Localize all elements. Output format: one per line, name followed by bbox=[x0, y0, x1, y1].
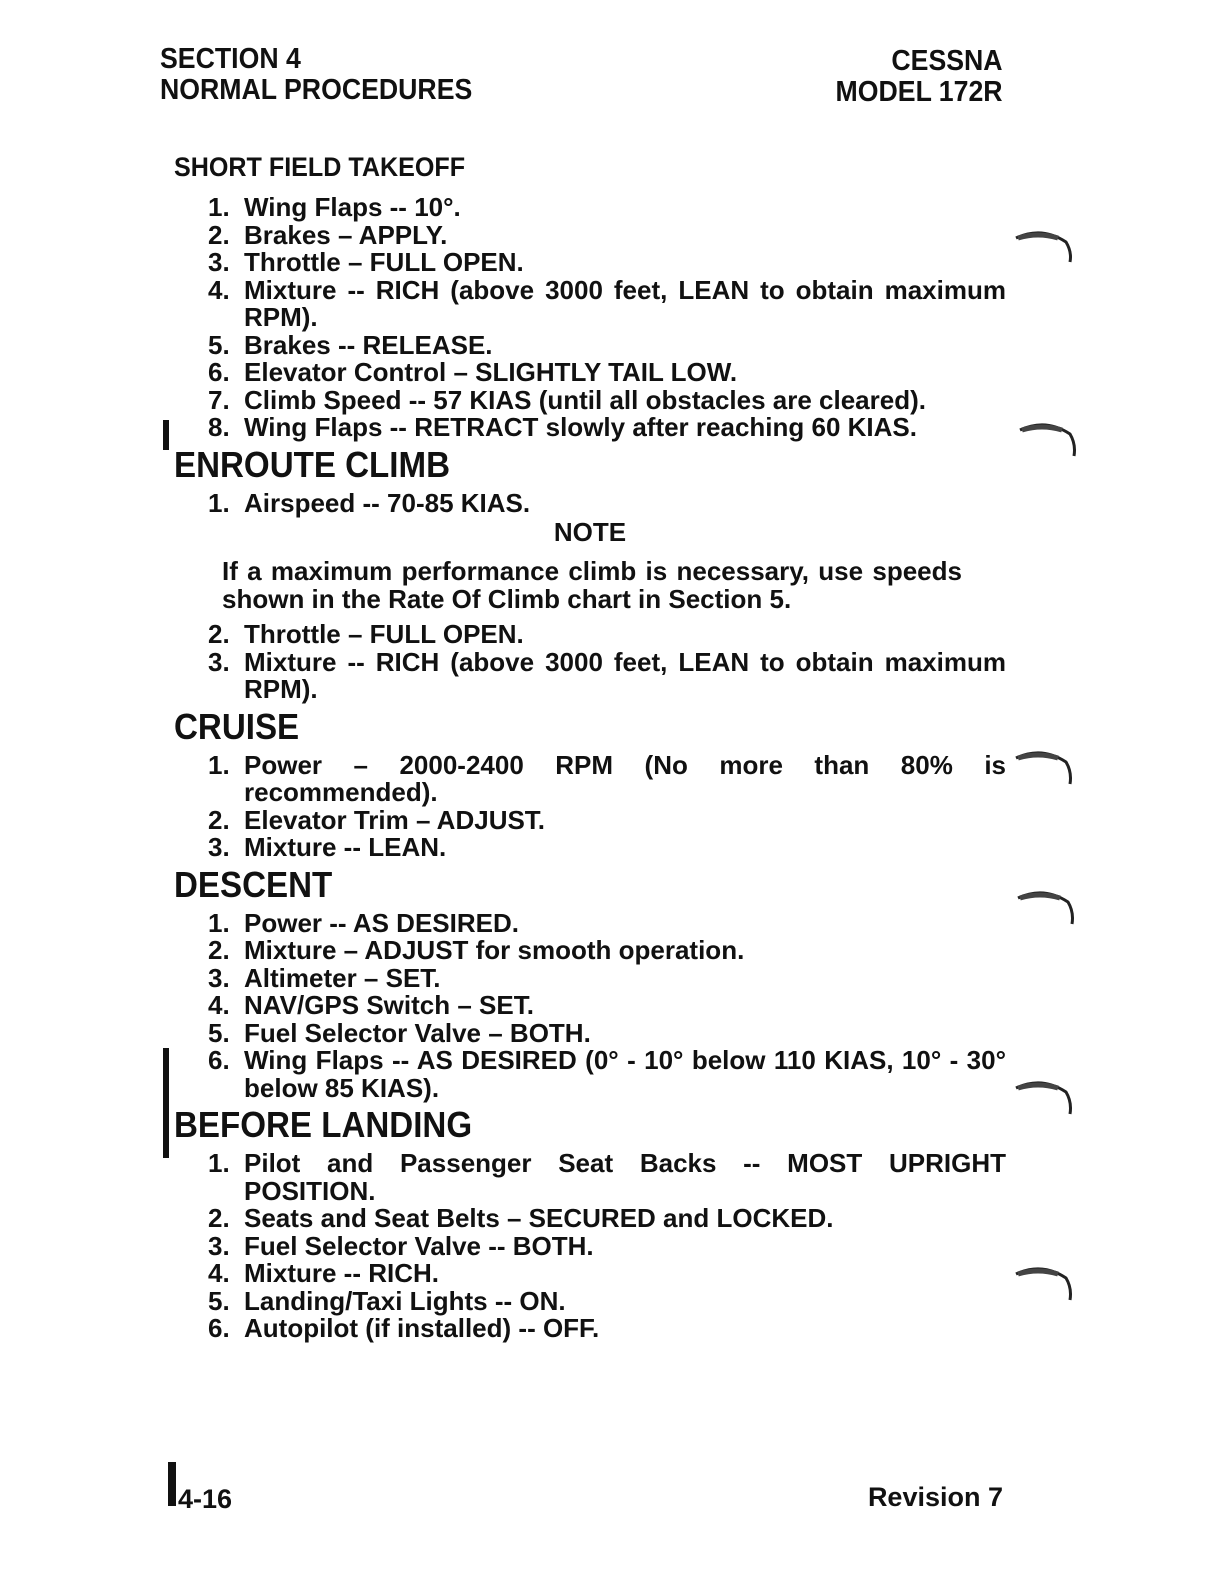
binder-hole-mark-icon bbox=[1014, 1076, 1072, 1116]
short-field-takeoff-section bbox=[174, 150, 1006, 442]
step-number: 3. bbox=[208, 832, 230, 862]
binder-hole-mark-icon bbox=[1014, 226, 1072, 266]
step-text: NAV/GPS Switch – SET. bbox=[244, 990, 534, 1020]
change-bar bbox=[163, 420, 169, 450]
descent-section bbox=[174, 864, 1006, 1103]
binder-hole-mark-icon bbox=[1018, 418, 1076, 458]
procedures-content bbox=[174, 150, 1006, 1343]
step-number: 2. bbox=[208, 1203, 230, 1233]
step-number: 1. bbox=[208, 907, 230, 938]
list-item bbox=[174, 194, 1006, 222]
note-title: NOTE bbox=[553, 517, 627, 547]
page-number: 4-16 bbox=[178, 1484, 233, 1514]
step-number: 2. bbox=[208, 804, 230, 835]
list-item bbox=[174, 937, 1006, 965]
list-item bbox=[174, 749, 1006, 807]
section-number: SECTION 4 bbox=[160, 43, 301, 75]
note-block bbox=[174, 517, 1006, 613]
step-list bbox=[174, 194, 1006, 442]
step-text: Airspeed -- 70-85 KIAS. bbox=[244, 487, 531, 518]
revision-label: Revision 7 bbox=[867, 1482, 1003, 1512]
step-number: 1. bbox=[208, 749, 230, 780]
list-item bbox=[174, 384, 1006, 415]
step-number: 3. bbox=[208, 247, 230, 277]
list-item bbox=[174, 1230, 1006, 1261]
list-item bbox=[174, 962, 1006, 993]
step-text: Power -- AS DESIRED. bbox=[244, 907, 519, 938]
step-number: 4. bbox=[208, 274, 230, 305]
list-item bbox=[174, 834, 1006, 862]
list-item bbox=[174, 804, 1006, 835]
step-text: Power – 2000-2400 RPM (No more than 80% is recommended). bbox=[244, 749, 1006, 807]
step-text: Mixture – ADJUST for smooth operation. bbox=[244, 935, 745, 965]
before-landing-section bbox=[174, 1104, 1006, 1343]
step-text: Landing/Taxi Lights -- ON. bbox=[244, 1285, 566, 1316]
step-text: Mixture -- LEAN. bbox=[244, 832, 447, 862]
step-number: 3. bbox=[208, 962, 230, 993]
section-title: SHORT FIELD TAKEOFF bbox=[174, 152, 466, 182]
step-number: 6. bbox=[208, 1313, 230, 1343]
step-list bbox=[174, 621, 1006, 704]
list-item bbox=[174, 487, 1006, 518]
manufacturer: CESSNA bbox=[891, 45, 1003, 77]
list-item bbox=[174, 359, 1006, 387]
list-item bbox=[174, 907, 1006, 938]
list-item bbox=[174, 1150, 1006, 1205]
step-number: 4. bbox=[208, 990, 230, 1020]
step-number: 1. bbox=[208, 192, 230, 222]
step-number: 3. bbox=[208, 646, 230, 677]
step-list bbox=[174, 1150, 1006, 1343]
list-item bbox=[174, 1017, 1006, 1048]
step-text: Altimeter – SET. bbox=[244, 962, 441, 993]
list-item bbox=[174, 219, 1006, 250]
step-text: Mixture -- RICH (above 3000 feet, LEAN to obtain maximum RPM). bbox=[244, 646, 1006, 704]
step-text: Brakes -- RELEASE. bbox=[244, 329, 493, 360]
note-body: If a maximum performance climb is necessary, use speeds shown in the Rate Of Climb chart in Section 5. bbox=[222, 556, 962, 614]
step-number: 7. bbox=[208, 384, 230, 415]
list-item bbox=[174, 1285, 1006, 1316]
step-text: Elevator Control – SLIGHTLY TAIL LOW. bbox=[244, 357, 738, 387]
step-text: Fuel Selector Valve – BOTH. bbox=[244, 1017, 591, 1048]
section-title: BEFORE LANDING bbox=[174, 1104, 473, 1145]
enroute-climb-section bbox=[174, 444, 1006, 704]
step-text: Seats and Seat Belts – SECURED and LOCKED. bbox=[244, 1203, 834, 1233]
step-number: 1. bbox=[208, 487, 230, 518]
list-item bbox=[174, 1260, 1006, 1288]
step-text: Wing Flaps -- AS DESIRED (0° - 10° below 110 KIAS, 10° - 30° below 85 KIAS). bbox=[244, 1045, 1006, 1103]
step-list bbox=[174, 487, 1006, 518]
step-text: Fuel Selector Valve -- BOTH. bbox=[244, 1230, 594, 1261]
binder-hole-mark-icon bbox=[1014, 1262, 1072, 1302]
list-item bbox=[174, 249, 1006, 277]
step-text: Climb Speed -- 57 KIAS (until all obstacles are cleared). bbox=[244, 384, 926, 415]
step-number: 5. bbox=[208, 1017, 230, 1048]
step-text: Throttle – FULL OPEN. bbox=[244, 247, 524, 277]
list-item bbox=[174, 1315, 1006, 1343]
step-text: Throttle – FULL OPEN. bbox=[244, 619, 524, 649]
model: MODEL 172R bbox=[835, 76, 1003, 108]
binder-hole-mark-icon bbox=[1016, 886, 1074, 926]
step-text: Wing Flaps -- RETRACT slowly after reaching 60 KIAS. bbox=[244, 412, 917, 442]
list-item bbox=[174, 992, 1006, 1020]
step-number: 6. bbox=[208, 1045, 230, 1075]
change-bar bbox=[163, 1048, 169, 1158]
step-number: 8. bbox=[208, 412, 230, 442]
step-list bbox=[174, 749, 1006, 862]
step-text: Mixture -- RICH (above 3000 feet, LEAN to obtain maximum RPM). bbox=[244, 274, 1006, 332]
step-text: Pilot and Passenger Seat Backs -- MOST UPRIGHT POSITION. bbox=[244, 1148, 1006, 1206]
step-number: 2. bbox=[208, 619, 230, 649]
binder-hole-mark-icon bbox=[1014, 746, 1072, 786]
step-text: Brakes – APPLY. bbox=[244, 219, 448, 250]
step-list bbox=[174, 907, 1006, 1103]
step-text: Autopilot (if installed) -- OFF. bbox=[244, 1313, 600, 1343]
list-item bbox=[174, 414, 1006, 442]
step-text: Elevator Trim – ADJUST. bbox=[244, 804, 546, 835]
cruise-section bbox=[174, 706, 1006, 862]
step-number: 3. bbox=[208, 1230, 230, 1261]
list-item bbox=[174, 621, 1006, 649]
step-number: 6. bbox=[208, 357, 230, 387]
section-title: CRUISE bbox=[174, 705, 300, 747]
list-item bbox=[174, 1205, 1006, 1233]
step-number: 5. bbox=[208, 1285, 230, 1316]
section-header bbox=[160, 44, 472, 106]
section-title: DESCENT bbox=[174, 863, 333, 905]
step-number: 2. bbox=[208, 219, 230, 250]
step-number: 5. bbox=[208, 329, 230, 360]
step-number: 1. bbox=[208, 1148, 230, 1178]
aircraft-header bbox=[836, 46, 1003, 108]
section-name: NORMAL PROCEDURES bbox=[160, 74, 473, 106]
list-item bbox=[174, 1047, 1006, 1102]
change-bar bbox=[168, 1462, 176, 1506]
step-number: 2. bbox=[208, 935, 230, 965]
step-text: Mixture -- RICH. bbox=[244, 1258, 439, 1288]
list-item bbox=[174, 646, 1006, 704]
list-item bbox=[174, 274, 1006, 332]
step-number: 4. bbox=[208, 1258, 230, 1288]
section-title: ENROUTE CLIMB bbox=[174, 443, 450, 485]
list-item bbox=[174, 329, 1006, 360]
step-text: Wing Flaps -- 10°. bbox=[244, 192, 461, 222]
